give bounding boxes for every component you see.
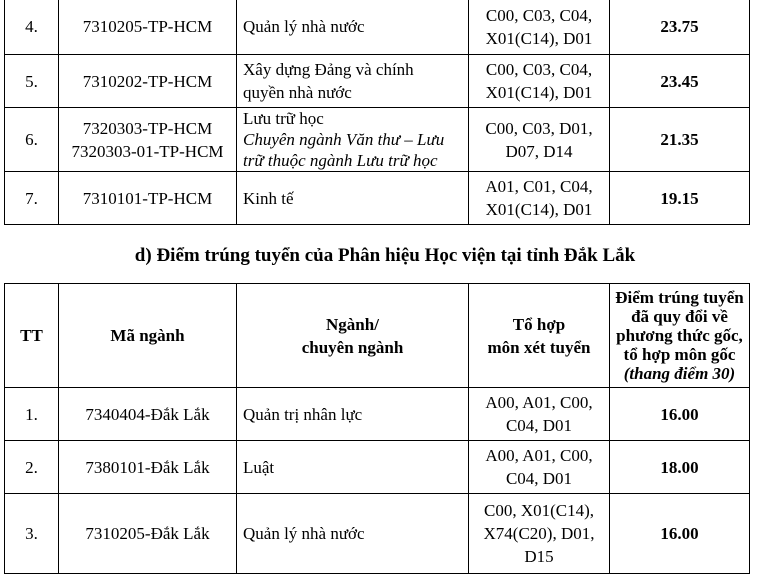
header-tt: TT	[5, 284, 59, 388]
admission-score: 16.00	[610, 494, 750, 574]
table-row	[5, 494, 750, 574]
subject-combination: A00, A01, C00, C04, D01	[469, 441, 610, 494]
section-heading: d) Điểm trúng tuyển của Phân hiệu Học viện tại tỉnh Đắk Lắk	[134, 245, 636, 266]
major-name: Quản lý nhà nước	[237, 0, 469, 55]
major-name: Lưu trữ học Chuyên ngành Văn thư – Lưu trữ thuộc ngành Lưu trữ học	[237, 108, 469, 172]
subject-combination: C00, C03, C04, X01(C14), D01	[469, 55, 610, 108]
admission-score: 23.75	[610, 0, 750, 55]
major-code: 7310205-Đắk Lắk	[59, 494, 237, 574]
admission-score: 16.00	[610, 388, 750, 441]
header-combination: Tổ hợp môn xét tuyển	[469, 284, 610, 388]
table-row	[5, 108, 750, 172]
row-number: 4.	[5, 0, 59, 55]
row-number: 1.	[5, 388, 59, 441]
table-row	[5, 0, 750, 55]
major-name: Quản trị nhân lực	[237, 388, 469, 441]
table-row	[5, 172, 750, 225]
table-row	[5, 441, 750, 494]
row-number: 7.	[5, 172, 59, 225]
major-name: Xây dựng Đảng và chính quyền nhà nước	[237, 55, 469, 108]
table-header-row	[5, 284, 750, 388]
major-code: 7310101-TP-HCM	[59, 172, 237, 225]
subject-combination: C00, C03, D01, D07, D14	[469, 108, 610, 172]
subject-combination: A01, C01, C04, X01(C14), D01	[469, 172, 610, 225]
admission-table-hcm	[4, 0, 750, 225]
major-code: 7310205-TP-HCM	[59, 0, 237, 55]
row-number: 6.	[5, 108, 59, 172]
row-number: 5.	[5, 55, 59, 108]
row-number: 3.	[5, 494, 59, 574]
major-code: 7380101-Đắk Lắk	[59, 441, 237, 494]
table-row	[5, 55, 750, 108]
major-name: Luật	[237, 441, 469, 494]
major-code: 7310202-TP-HCM	[59, 55, 237, 108]
header-score: Điểm trúng tuyển đã quy đổi về phương thức gốc, tổ hợp môn gốc (thang điểm 30)	[610, 284, 750, 388]
row-number: 2.	[5, 441, 59, 494]
major-name: Kinh tế	[237, 172, 469, 225]
admission-score: 19.15	[610, 172, 750, 225]
major-name: Quản lý nhà nước	[237, 494, 469, 574]
admission-table-daklak	[4, 283, 750, 574]
major-code: 7340404-Đắk Lắk	[59, 388, 237, 441]
header-code: Mã ngành	[59, 284, 237, 388]
admission-score: 23.45	[610, 55, 750, 108]
admission-score: 21.35	[610, 108, 750, 172]
admission-score: 18.00	[610, 441, 750, 494]
subject-combination: A00, A01, C00, C04, D01	[469, 388, 610, 441]
table-row	[5, 388, 750, 441]
subject-combination: C00, C03, C04, X01(C14), D01	[469, 0, 610, 55]
header-major: Ngành/ chuyên ngành	[237, 284, 469, 388]
major-code: 7320303-TP-HCM 7320303-01-TP-HCM	[59, 108, 237, 172]
subject-combination: C00, X01(C14), X74(C20), D01, D15	[469, 494, 610, 574]
